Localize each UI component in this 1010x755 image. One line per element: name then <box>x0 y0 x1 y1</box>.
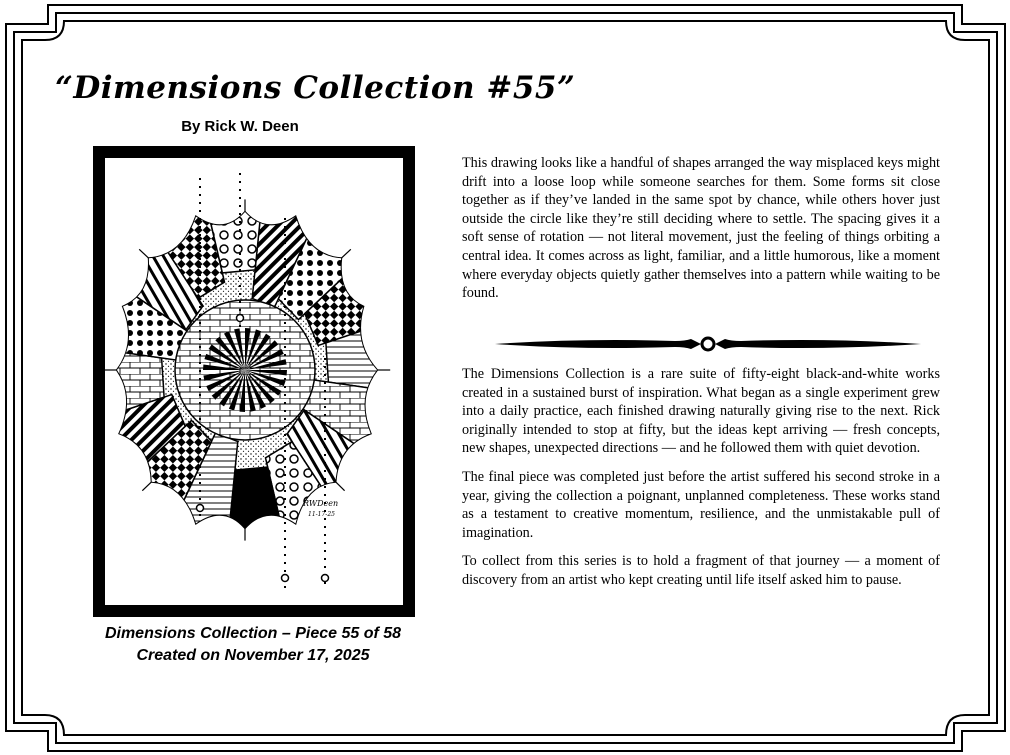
art-spike <box>139 249 149 258</box>
art-spike <box>341 249 351 258</box>
art-spike <box>142 482 151 491</box>
artwork-frame <box>93 146 415 617</box>
collection-description <box>462 365 940 600</box>
description-paragraph: This drawing looks like a handful of shapes arranged the way misplaced keys might drift into a loose loop while someone searches for them. Some forms sit close together as if they’ve landed in the same spot by chance, while others hover just outside the circle like they’re still deciding where to settle. The spacing gives it a soft sense of rotation — not literal movement, just the feeling of things orbiting a central idea. It comes across as light, familiar, and a little humorous, like a moment where everyday objects quietly gather themselves into a pattern while waiting to be found. <box>462 155 940 302</box>
caption-piece-number: Dimensions Collection – Piece 55 of 58 <box>104 625 402 642</box>
author-byline: By Rick W. Deen <box>181 118 299 135</box>
collection-paragraph-3: To collect from this series is to hold a fragment of that journey — a moment of discovery from an artist who kept creating until life itself asked him to pause. <box>462 553 940 588</box>
artwork-signature: RWDeen <box>303 499 339 508</box>
collection-paragraph-1: The Dimensions Collection is a rare suite of fifty-eight black-and-white works created in a sustained burst of inspiration. What began as a single experiment grew into a daily practice, each finished drawing naturally giving rise to the next. Rick originally intended to stop at fifty, but the ideas kept arriving — fresh concepts, new shapes, unexpected directions — and he followed them with quiet devotion. <box>462 366 940 457</box>
artwork-description <box>462 154 940 313</box>
page-title: “Dimensions Collection #55” <box>55 70 576 106</box>
collection-paragraph-2: The final piece was completed just before the artist suffered his second stroke in a year, giving the collection a poignant, unplanned completeness. These works stand as a testament to creative momentum, resilience, and the unmistakable pull of imagination. <box>462 468 940 541</box>
art-guide-node <box>282 575 289 582</box>
artwork-caption <box>70 623 436 667</box>
artwork <box>105 158 403 605</box>
ornamental-divider-icon <box>495 334 921 354</box>
art-guide-node <box>322 575 329 582</box>
art-spike <box>336 482 345 491</box>
art-guide-node <box>197 505 204 512</box>
artwork-signature-date: 11-17-25 <box>308 511 335 518</box>
art-guide-node <box>237 315 244 322</box>
caption-created-date: Created on November 17, 2025 <box>136 647 370 664</box>
